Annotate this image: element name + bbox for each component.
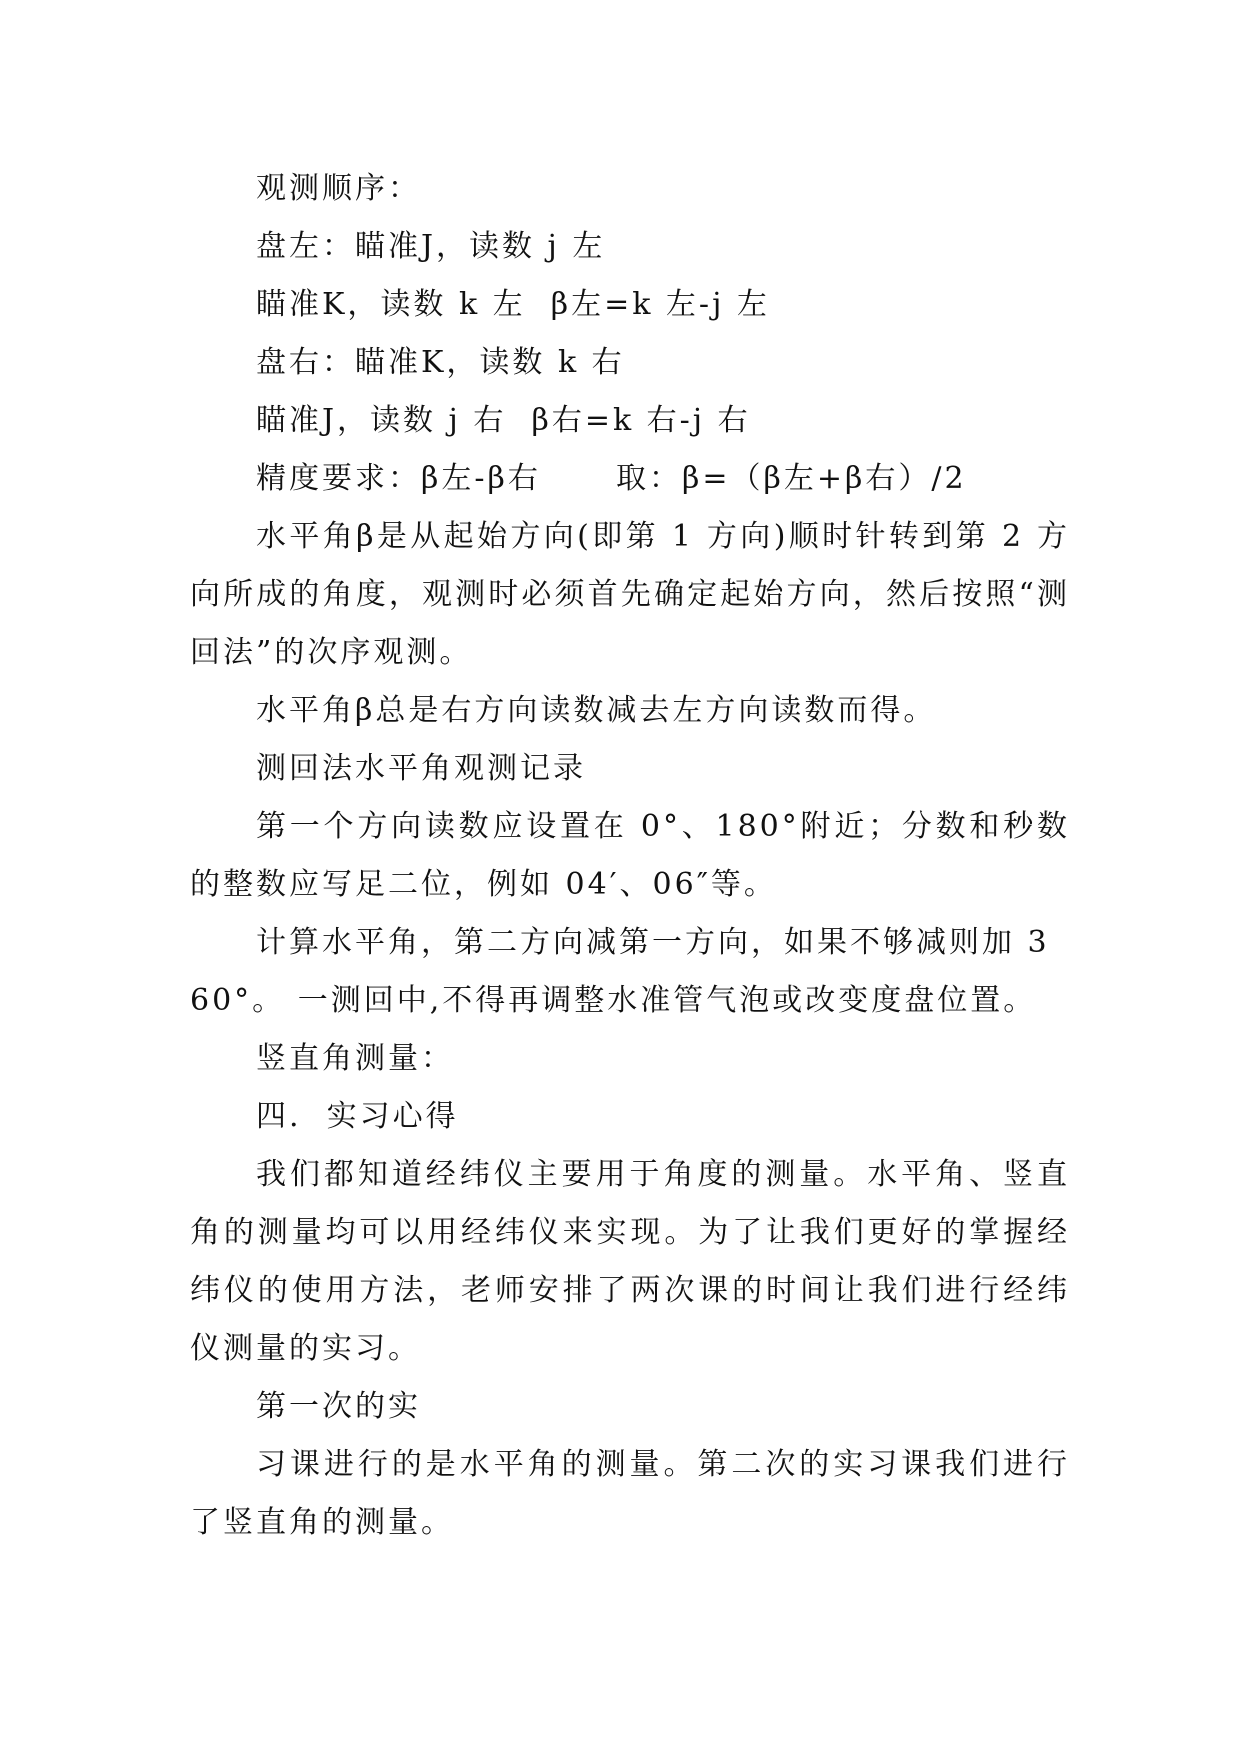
paragraph-compute-horizontal-angle: 计算水平角，第二方向减第一方向，如果不够减则加 360°。 一测回中,不得再调整水准管气泡或改变度盘位置。 bbox=[190, 925, 1050, 1018]
paragraph-horizontal-angle-definition: 水平角β是从起始方向(即第 1 方向)顺时针转到第 2 方向所成的角度，观测时必须首先确定起始方向，然后按照“测回法”的次序观测。 bbox=[190, 519, 1070, 670]
paragraph-horizontal-angle-rule: 水平角β总是右方向读数减去左方向读数而得。 bbox=[256, 693, 937, 728]
paragraph-theodolite-usage: 我们都知道经纬仪主要用于角度的测量。水平角、竖直角的测量均可以用经纬仪来实现。为了让我们更好的掌握经纬仪的使用方法，老师安排了两次课的时间让我们进行经纬仪测量的实习。 bbox=[190, 1157, 1070, 1366]
document-body bbox=[190, 160, 1070, 1552]
paragraph-face-right-aim-j: 瞄准J，读数 j 右 β右=k 右-j 右 bbox=[256, 403, 751, 438]
paragraph-face-right-aim-k: 盘右：瞄准K，读数 k 右 bbox=[256, 345, 625, 380]
section-heading-internship-reflection: 四. 实习心得 bbox=[256, 1099, 459, 1134]
paragraph-record-title: 测回法水平角观测记录 bbox=[256, 751, 586, 786]
paragraph-face-left-aim-k: 瞄准K，读数 k 左 β左=k 左-j 左 bbox=[256, 287, 770, 322]
paragraph-vertical-angle-heading: 竖直角测量： bbox=[256, 1041, 454, 1076]
paragraph-observation-order: 观测顺序： bbox=[256, 171, 421, 206]
paragraph-sessions-summary: 习课进行的是水平角的测量。第二次的实习课我们进行了竖直角的测量。 bbox=[190, 1447, 1070, 1540]
paragraph-precision-requirement: 精度要求：β左-β右 取：β=（β左+β右）/2 bbox=[256, 461, 967, 496]
paragraph-first-session: 第一次的实 bbox=[256, 1389, 421, 1424]
paragraph-first-direction-reading: 第一个方向读数应设置在 0°、180°附近；分数和秒数的整数应写足二位，例如 04′、06″等。 bbox=[190, 809, 1070, 902]
paragraph-face-left-aim-j: 盘左：瞄准J，读数 j 左 bbox=[256, 229, 606, 264]
